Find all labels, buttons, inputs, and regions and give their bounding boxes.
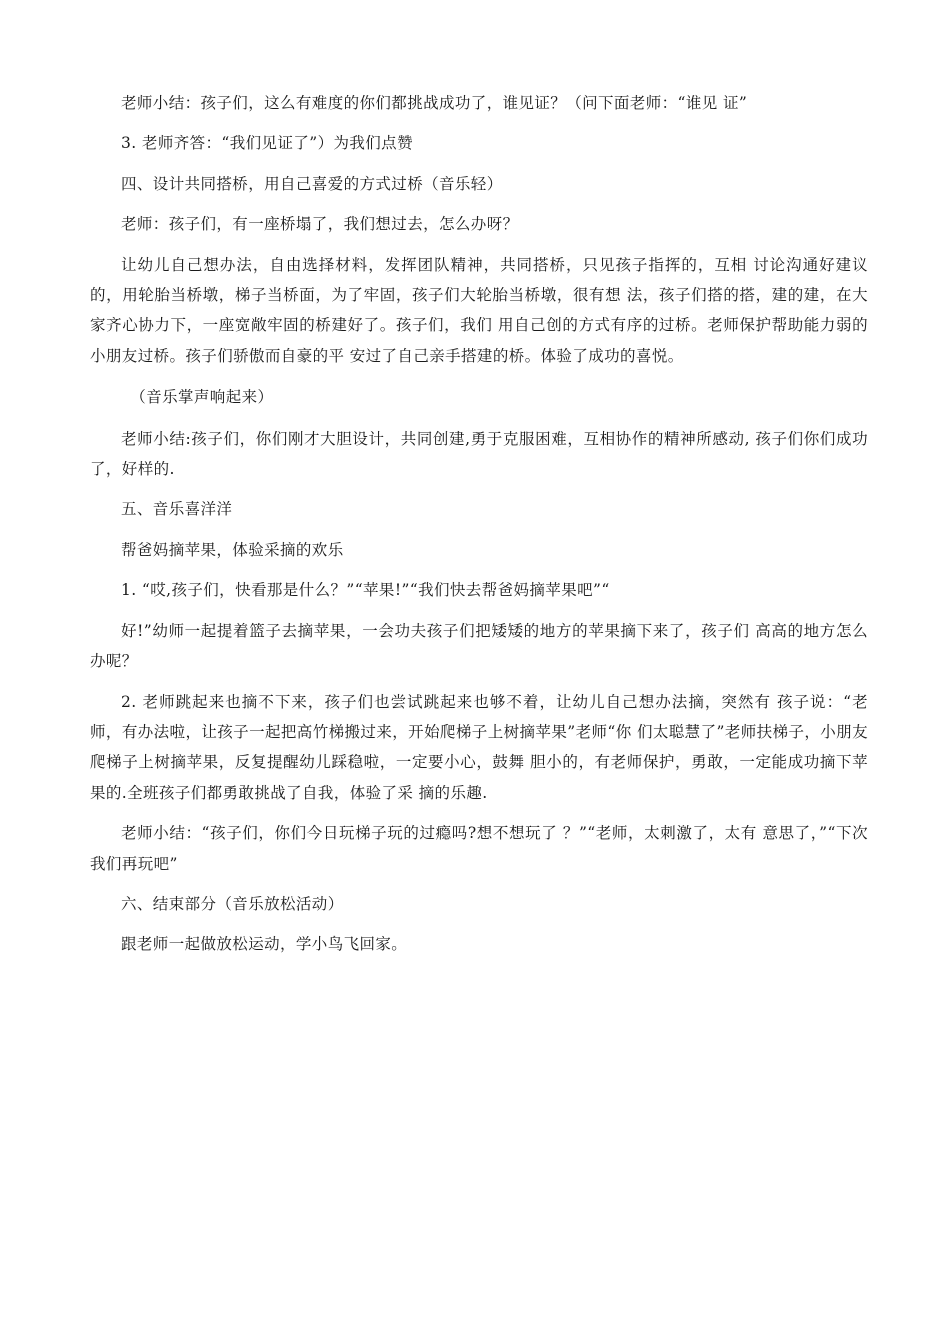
paragraph-bridge-building: 让幼儿自己想办法，自由选择材料，发挥团队精神，共同搭桥，只见孩子指挥的，互相 讨论沟通好建议的，用轮胎当桥墩，梯子当桥面，为了牢固，孩子们大轮胎当桥墩，很有想 法，孩子们搭的搭，建的建，在大家齐心协力下，一座宽敞牢固的桥建好了。孩子们，我们 用自己创的方式有序的过桥。老师保护帮助能力弱的小朋友过桥。孩子们骄傲而自豪的平 安过了自己亲手搭建的桥。体验了成功的喜悦。 (90, 255, 868, 365)
paragraph-summary-challenge: 老师小结：孩子们，这么有难度的你们都挑战成功了，谁见证？（问下面老师：“谁见 证” (121, 94, 748, 112)
paragraph-teachers-answer: 3. 老师齐答：“我们见证了”）为我们点赞 (121, 134, 413, 153)
paragraph-step-2: 2. 老师跳起来也摘不下来，孩子们也尝试跳起来也够不着，让幼儿自己想办法摘，突然有 孩子说：“老师，有办法啦，让孩子一起把高竹梯搬过来，开始爬梯子上树摘苹果”老师“你 们太聪慧了”老师扶梯子，小朋友爬梯子上树摘苹果，反复提醒幼儿踩稳啦，一定要小心，鼓舞 胆小的，有老师保护，勇敢，一定能成功摘下苹果的.全班孩子们都勇敢挑战了自我，体验了采 摘的乐趣. (90, 692, 868, 802)
paragraph-music-applause: （音乐掌声响起来） (130, 388, 274, 407)
paragraph-summary-bridge: 老师小结:孩子们，你们刚才大胆设计，共同创建,勇于克服困难，互相协作的精神所感动, 孩子们你们成功了，好样的. (90, 429, 868, 479)
paragraph-step-1-continued: 好!”幼师一起提着篮子去摘苹果，一会功夫孩子们把矮矮的地方的苹果摘下来了，孩子们 高高的地方怎么办呢？ (90, 621, 868, 671)
paragraph-apple-picking-intro: 帮爸妈摘苹果，体验采摘的欢乐 (121, 540, 344, 559)
document-body (90, 88, 868, 960)
paragraph-summary-ladder: 老师小结：“孩子们，你们今日玩梯子玩的过瘾吗?想不想玩了 ？”“老师，太刺激了，太有 意思了，”“下次我们再玩吧” (90, 824, 868, 873)
section-heading-4: 四、设计共同搭桥，用自己喜爱的方式过桥（音乐轻） (121, 174, 503, 193)
paragraph-relaxation: 跟老师一起做放松运动，学小鸟飞回家。 (121, 935, 408, 954)
section-heading-5: 五、音乐喜洋洋 (121, 500, 233, 519)
paragraph-bridge-question: 老师：孩子们，有一座桥塌了，我们想过去，怎么办呀？ (121, 215, 519, 234)
section-heading-6: 六、结束部分（音乐放松活动） (121, 894, 344, 913)
paragraph-step-1: 1. “哎,孩子们，快看那是什么？”“苹果!”“我们快去帮爸妈摘苹果吧”“ (121, 581, 610, 600)
